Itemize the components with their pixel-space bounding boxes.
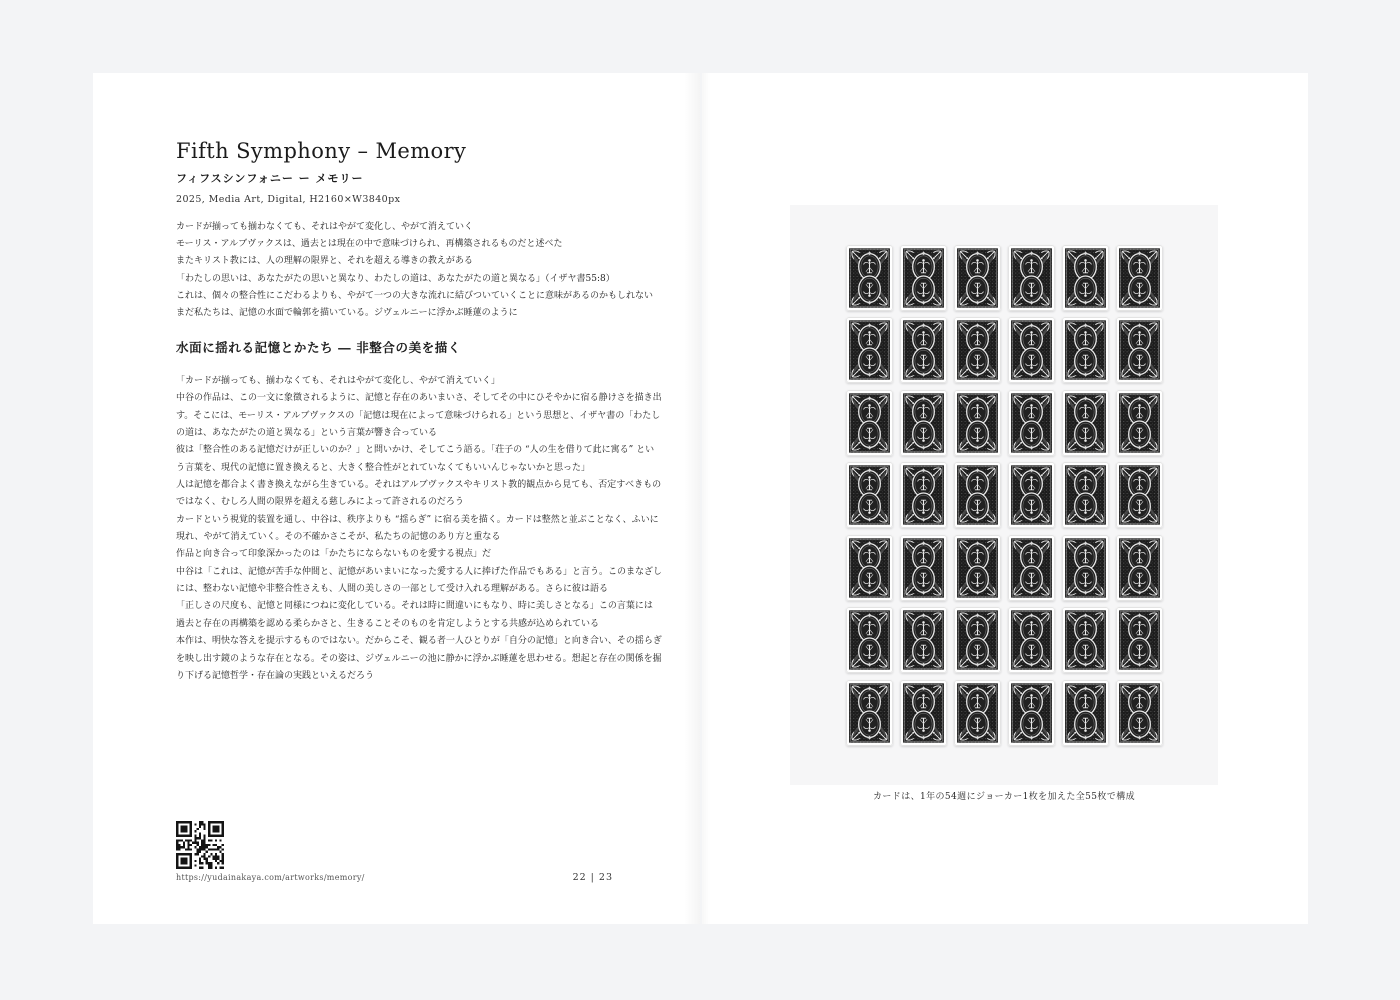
page-footer [176,872,613,883]
card-grid [846,245,1163,746]
playing-card-back [1008,462,1055,528]
playing-card-back [1008,680,1055,746]
playing-card-back [1062,390,1109,456]
playing-card-back [1062,535,1109,601]
playing-card-back [846,317,893,383]
left-page [93,73,700,924]
text-line: 「正しさの尺度も、記憶と同様につねに変化している。それは時に間違いにもなり、時に美しさとなる」この言葉には [176,601,653,612]
playing-card-back [846,390,893,456]
text-line: ではなく、むしろ人間の限界を超える慈しみによって許されるのだろう [176,497,464,508]
playing-card-back [900,607,947,673]
playing-card-back [1062,607,1109,673]
text-line: これは、個々の整合性にこだわるよりも、やがて一つの大きな流れに結びついていくことに意味があるのかもしれない [176,290,654,301]
playing-card-back [1008,245,1055,311]
artwork-credit-line: 2025, Media Art, Digital, H2160×W3840px [176,194,401,205]
playing-card-back [900,462,947,528]
text-line: を映し出す鏡のような存在となる。その姿は、ジヴェルニーの池に静かに浮かぶ睡蓮を思わせる。想起と存在の関係を掘 [176,653,662,664]
playing-card-back [900,680,947,746]
text-line: 人は記憶を都合よく書き換えながら生きている。それはアルブヴァクスやキリスト教的観点から見ても、否定すべきもの [176,480,662,491]
intro-paragraph [176,219,654,322]
playing-card-back [846,535,893,601]
playing-card-back [1116,390,1163,456]
qr-code-icon [176,821,224,869]
playing-card-back [846,680,893,746]
text-line: 「わたしの思いは、あなたがたの思いと異なり、わたしの道は、あなたがたの道と異なる」（イザヤ書55:8） [176,273,615,284]
playing-card-back [954,607,1001,673]
playing-card-back [1062,245,1109,311]
text-line: 彼は「整合性のある記憶だけが正しいのか？」と問いかけ、そしてこう語る。「荘子の “人の生を借りて此に寓る” とい [176,445,655,456]
text-line: り下げる記憶哲学・存在論の実践といえるだろう [176,670,375,681]
playing-card-back [1062,317,1109,383]
text-line: す。そこには、モーリス・アルブヴァクスの「記憶は現在によって意味づけられる」という思想と、イザヤ書の「わたし [176,410,661,421]
figure-caption: カードは、1年の54週にジョーカー1枚を加えた全55枚で構成 [873,792,1135,802]
playing-card-back [846,462,893,528]
playing-card-back [1116,680,1163,746]
text-line: またキリスト教には、人の理解の限界と、それを超える導きの教えがある [176,256,473,267]
text-line: の道は、あなたがたの道と異なる」という言葉が響き合っている [176,428,438,439]
playing-card-back [846,607,893,673]
playing-card-back [1062,680,1109,746]
playing-card-back [900,317,947,383]
page-number: 22 | 23 [572,872,613,883]
body-paragraph [176,373,663,685]
text-line: 過去と存在の再構築を認める柔らかさと、生きることそのものを肯定しようとする共感が込められている [176,618,600,629]
playing-card-back [900,535,947,601]
text-line: 現れ、やがて消えていく。その不確かさこそが、私たちの記憶のあり方と重なる [176,532,501,543]
text-line: 作品と向き合って印象深かったのは「かたちにならないものを愛する視点」だ [176,549,492,560]
playing-card-back [954,680,1001,746]
playing-card-back [1116,607,1163,673]
playing-card-back [1008,390,1055,456]
playing-card-back [1116,245,1163,311]
right-page [702,73,1308,924]
playing-card-back [954,245,1001,311]
playing-card-back [1116,317,1163,383]
text-line: 本作は、明快な答えを提示するものではない。だからこそ、観る者一人ひとりが「自分の記憶」と向き合い、その揺らぎ [176,636,662,647]
text-line: カードという視覚的装置を通し、中谷は、秩序よりも “揺らぎ” に宿る美を描く。カードは整然と並ぶことなく、ふいに [176,514,659,525]
text-line: 中谷は「これは、記憶が苦手な仲間と、記憶があいまいになった愛する人に捧げた作品でもある」と言う。このまなざし [176,566,663,577]
playing-card-back [954,462,1001,528]
playing-card-back [1116,535,1163,601]
playing-card-back [900,390,947,456]
playing-card-back [1062,462,1109,528]
playing-card-back [846,245,893,311]
playing-card-back [954,535,1001,601]
playing-card-back [1008,535,1055,601]
artwork-title: Fifth Symphony – Memory [176,139,467,163]
artwork-url-link[interactable]: https://yudainakaya.com/artworks/memory/ [176,873,365,882]
artwork-subtitle-ja: フィフスシンフォニー ー メモリー [176,172,364,185]
text-line: 「カードが揃っても、揃わなくても、それはやがて変化し、やがて消えていく」 [176,376,501,386]
text-line: には、整わない記憶や非整合性さえも、人間の美しさの一部として受け入れる理解がある。さらに彼は語る [176,584,609,595]
text-line: まだ私たちは、記憶の水面で輪郭を描いている。ジヴェルニーに浮かぶ睡蓮のように [176,308,518,319]
text-line: 中谷の作品は、この一文に象徴されるように、記憶と存在のあいまいさ、そしてその中にひそやかに宿る静けさを描き出 [176,393,662,404]
spread [93,73,1308,924]
playing-card-back [1008,317,1055,383]
card-grid-figure [790,205,1218,785]
playing-card-back [954,317,1001,383]
playing-card-back [1008,607,1055,673]
text-line: モーリス・アルブヴァクスは、過去とは現在の中で意味づけられ、再構築されるものだと述べた [176,239,563,250]
text-line: う言葉を、現代の記憶に置き換えると、大きく整合性がとれていなくてもいいんじゃないかと思った」 [176,462,591,473]
text-line: カードが揃っても揃わなくても、それはやがて変化し、やがて消えていく [176,222,474,232]
playing-card-back [900,245,947,311]
section-heading: 水面に揺れる記憶とかたち ― 非整合の美を描く [176,340,462,355]
playing-card-back [1116,462,1163,528]
playing-card-back [954,390,1001,456]
